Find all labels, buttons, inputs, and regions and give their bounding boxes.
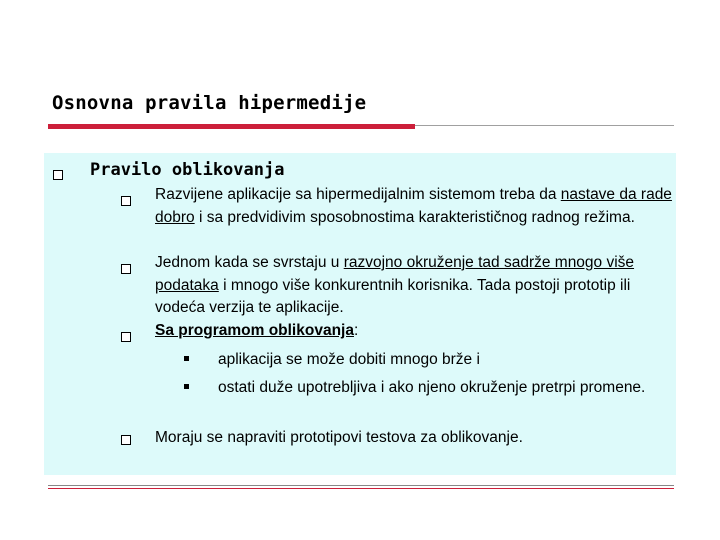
filled-square-bullet-icon	[184, 384, 189, 389]
title-accent-bar	[48, 124, 415, 129]
bullet-item-1: Razvijene aplikacije sa hipermedijalnim sistemom treba da nastave da rade dobro i sa predvidivim sposobnostima karakterističnog radnog režima.	[155, 186, 672, 226]
footer-rule	[48, 485, 674, 486]
bullet-item-2: Jednom kada se svrstaju u razvojno okruženje tad sadrže mnogo više podataka i mnogo više konkurentnih korisnika. Tada postoji prototip ili vodeća verzija te aplikacije.	[155, 254, 635, 316]
hollow-square-bullet-icon	[121, 264, 131, 274]
hollow-square-bullet-icon	[121, 435, 131, 445]
hollow-square-bullet-icon	[121, 332, 131, 342]
slide-title: Osnovna pravila hipermedije	[52, 92, 367, 114]
bullet-item-4: Moraju se napraviti prototipovi testova za oblikovanje.	[155, 429, 523, 446]
hollow-square-bullet-icon	[53, 170, 63, 180]
footer-accent-rule	[48, 488, 674, 489]
hollow-square-bullet-icon	[121, 196, 131, 206]
sub-bullet-2: ostati duže upotrebljiva i ako njeno okruženje pretrpi promene.	[218, 379, 646, 396]
bullet-level1: Pravilo oblikovanja	[90, 160, 285, 180]
bullet-item-3: Sa programom oblikovanja:	[155, 322, 359, 339]
filled-square-bullet-icon	[184, 356, 189, 361]
sub-bullet-1: aplikacija se može dobiti mnogo brže i	[218, 351, 480, 368]
